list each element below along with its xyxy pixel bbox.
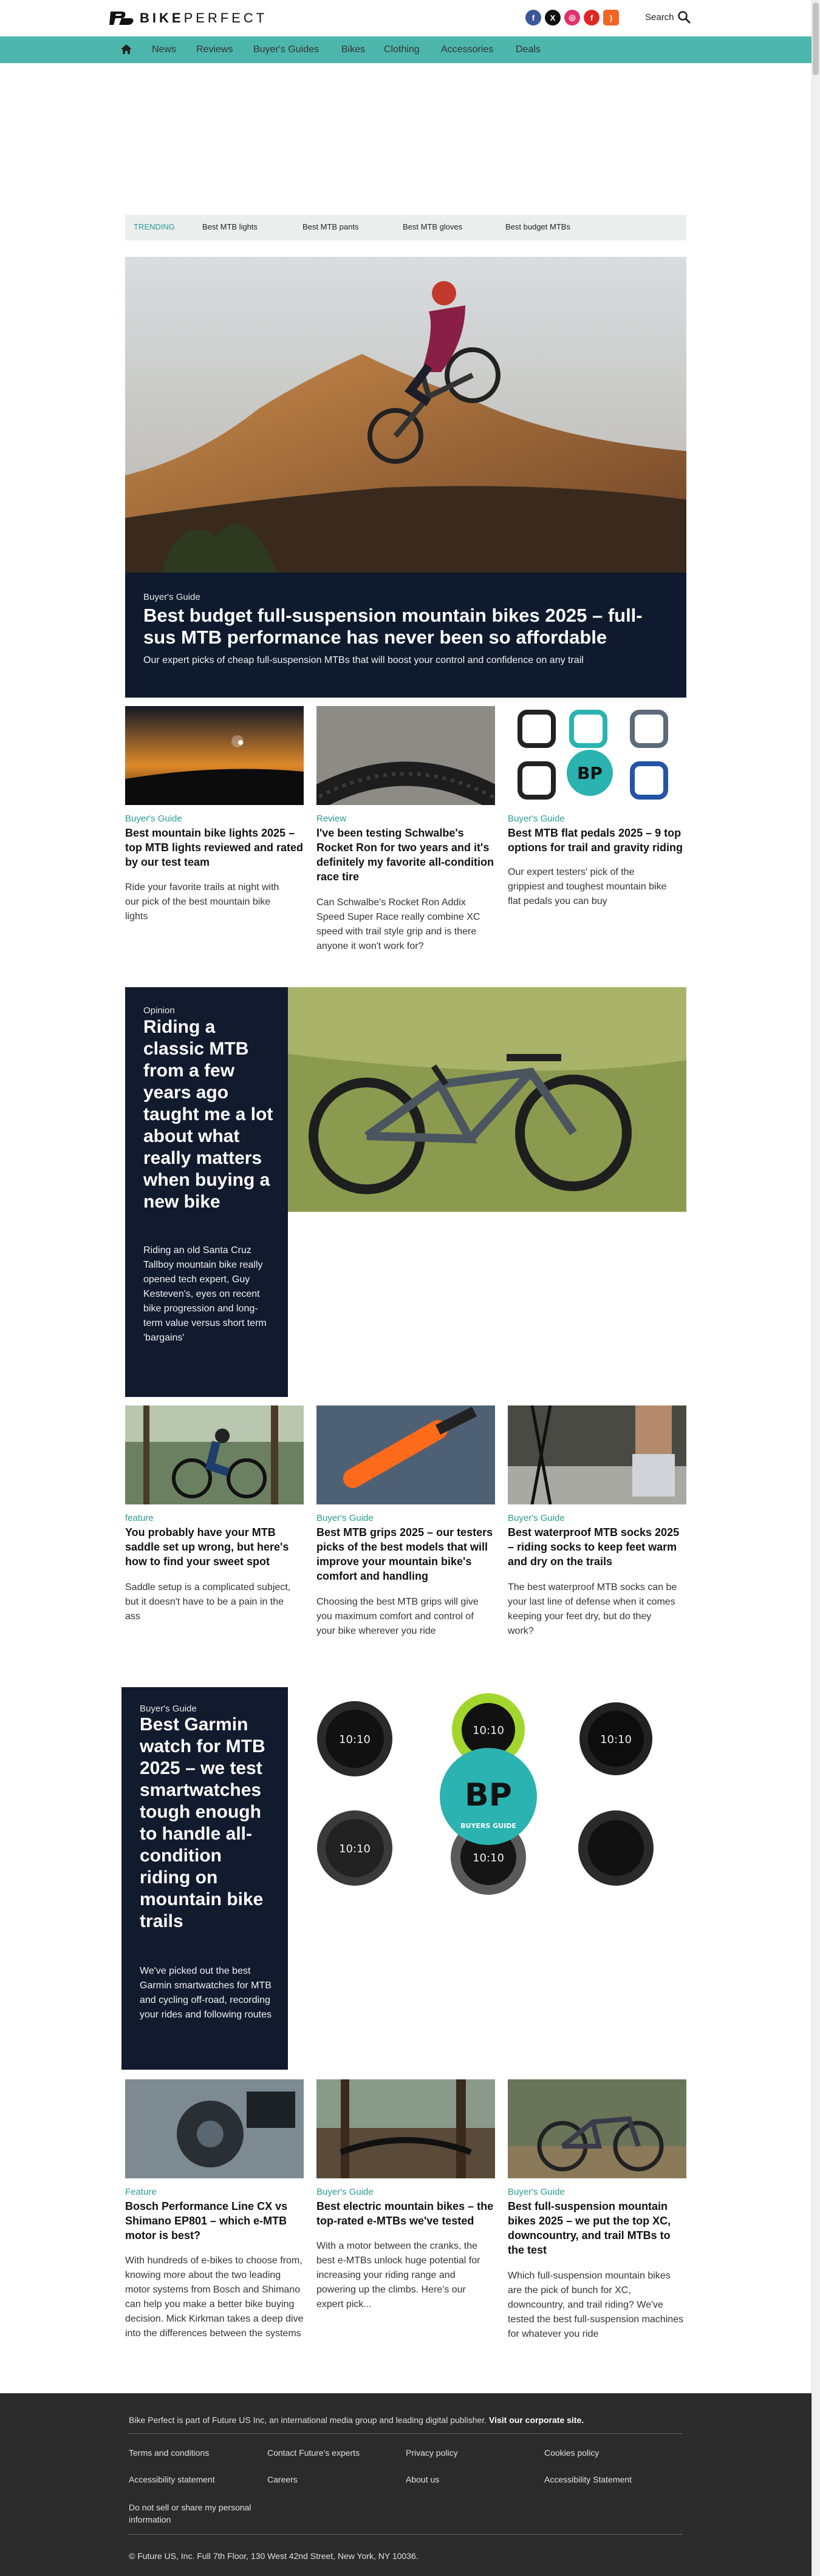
opinion-kicker: Opinion	[143, 1005, 175, 1016]
nav-deals[interactable]: Deals	[516, 44, 541, 55]
search-label[interactable]: Search	[645, 12, 674, 22]
garmin-excerpt: We've picked out the best Garmin smartwatches for MTB and cycling off-road, recording your rides and following routes	[140, 1966, 272, 2020]
nav-news[interactable]: News	[152, 44, 177, 55]
footer	[0, 2393, 811, 2576]
opinion-title[interactable]: Riding a classic MTB from a few years ago taught me a lot about what really matters when buying a new bike	[143, 1017, 273, 1212]
footer-link[interactable]: Do not sell or share my personal information	[129, 2503, 251, 2524]
article-excerpt: Can Schwalbe's Rocket Ron Addix Speed Super Race really combine XC speed with trail style grip and is there anyone it won't work for?	[316, 897, 480, 951]
footer-link[interactable]: Accessibility Statement	[544, 2475, 632, 2484]
scrollbar[interactable]	[811, 0, 820, 2576]
article-excerpt: With hundreds of e-bikes to choose from, knowing more about the two leading motor systems from Bosch and Shimano can help you make a better bike buying decision. Mick Kirkman takes a deep dive into the differences between the systems	[125, 2255, 304, 2339]
rss-icon[interactable]: )	[603, 10, 619, 25]
article-title[interactable]: Best full-suspension mountain bikes 2025 – we put the top XC, downcountry, and trail MTBs to the test	[508, 2200, 671, 2256]
nav-clothing[interactable]: Clothing	[384, 44, 420, 55]
footer-link[interactable]: Terms and conditions	[129, 2448, 210, 2458]
footer-link[interactable]: Careers	[267, 2475, 298, 2484]
corporate-site-link[interactable]: Visit our corporate site.	[489, 2415, 584, 2425]
footer-divider	[129, 2534, 683, 2535]
article-title[interactable]: Best electric mountain bikes – the top-rated e-MTBs we've tested	[316, 2200, 494, 2227]
article-excerpt: With a motor between the cranks, the best e-MTBs unlock huge potential for increasing your riding range and powering up the climbs. Here's our expert pick...	[316, 2241, 480, 2309]
article-kicker: Buyer's Guide	[316, 2187, 374, 2197]
scrollbar-thumb[interactable]	[813, 2, 819, 75]
watch-time: 10:10	[473, 1852, 504, 1864]
nav-accessories[interactable]: Accessories	[441, 44, 494, 55]
article-kicker: Buyer's Guide	[508, 2187, 565, 2197]
footer-link[interactable]: Privacy policy	[406, 2448, 458, 2458]
watch-time: 10:10	[339, 1843, 371, 1855]
article-excerpt: Saddle setup is a complicated subject, but it doesn't have to be a pain in the ass	[125, 1582, 291, 1622]
trending-link[interactable]: Best MTB gloves	[403, 222, 463, 231]
hero-title[interactable]: Best budget full-suspension mountain bikes 2025 – full-sus MTB performance has never been so affordable	[143, 605, 643, 648]
hero-card[interactable]	[125, 257, 686, 698]
article-kicker: Buyer's Guide	[125, 814, 182, 824]
brand-light: PERFECT	[183, 10, 268, 25]
article-title[interactable]: I've been testing Schwalbe's Rocket Ron for two years and it's definitely my favorite all-condition race tire	[316, 827, 494, 883]
article-excerpt: Choosing the best MTB grips will give you maximum comfort and control of your bike wherever you ride	[316, 1597, 479, 1636]
article-kicker: Buyer's Guide	[508, 814, 565, 824]
hero-kicker: Buyer's Guide	[143, 592, 200, 602]
footer-link[interactable]: Contact Future's experts	[267, 2448, 360, 2458]
hero-image	[125, 257, 686, 573]
article-excerpt: Which full-suspension mountain bikes are the pick of bunch for XC, downcountry, and trail riding? We've tested the best full-suspension machines for whatever you ride	[508, 2271, 684, 2339]
article-kicker: Buyer's Guide	[316, 1513, 374, 1523]
trending-link[interactable]: Best MTB lights	[202, 222, 258, 231]
article-title[interactable]: Best waterproof MTB socks 2025 – riding socks to keep feet warm and dry on the trails	[508, 1526, 680, 1568]
article-kicker: Review	[316, 814, 347, 824]
nav-bikes[interactable]: Bikes	[341, 44, 366, 55]
trending-label: TRENDING	[134, 222, 175, 231]
article-title[interactable]: Bosch Performance Line CX vs Shimano EP801 – which e-MTB motor is best?	[125, 2200, 288, 2241]
footer-link[interactable]: Accessibility statement	[129, 2475, 215, 2484]
ad-slot	[0, 63, 811, 215]
article-image-tire[interactable]	[316, 706, 495, 805]
footer-link[interactable]: Cookies policy	[544, 2448, 600, 2458]
watch-time: 10:10	[473, 1724, 504, 1737]
svg-text:BP: BP	[577, 763, 603, 783]
site-logo[interactable]	[108, 8, 267, 28]
flipboard-icon[interactable]: f	[584, 10, 600, 25]
article-image-pedals[interactable]	[508, 706, 686, 805]
article-image-grips[interactable]	[316, 1405, 495, 1504]
x-twitter-icon[interactable]: X	[545, 10, 561, 25]
nav-reviews[interactable]: Reviews	[196, 44, 233, 55]
opinion-excerpt: Riding an old Santa Cruz Tallboy mountain bike really opened tech expert, Guy Kesteven's, eyes on recent bike progression and long-term value versus short term 'bargains'	[143, 1245, 267, 1343]
article-image-full-sus[interactable]	[508, 2079, 686, 2178]
watch-time: 10:10	[339, 1733, 371, 1746]
article-kicker: Feature	[125, 2187, 157, 2197]
article-title[interactable]: Best MTB grips 2025 – our testers picks of the best models that will improve your mountain bike's comfort and handling	[316, 1526, 493, 1582]
article-image-socks[interactable]	[508, 1405, 686, 1504]
search-icon[interactable]	[677, 10, 691, 24]
footer-divider	[129, 2433, 683, 2434]
opinion-image-bike[interactable]	[288, 987, 686, 1212]
article-excerpt: Ride your favorite trails at night with our pick of the best mountain bike lights	[125, 882, 279, 922]
opinion-card[interactable]	[125, 987, 288, 1397]
logo-mark-icon	[108, 10, 135, 26]
garmin-card[interactable]	[121, 1687, 288, 2070]
footer-link[interactable]: About us	[406, 2475, 440, 2484]
garmin-watches-image[interactable]	[288, 1687, 686, 1912]
instagram-icon[interactable]: ◎	[564, 10, 580, 25]
svg-text:BP: BP	[465, 1777, 512, 1813]
article-excerpt: Our expert testers' pick of the grippiest and toughest mountain bike flat pedals you can buy	[508, 867, 667, 906]
article-title[interactable]: Best MTB flat pedals 2025 – 9 top options for trail and gravity riding	[508, 827, 683, 854]
footer-about: Bike Perfect is part of Future US Inc, an international media group and leading digital publisher. Visit our corporate site.	[129, 2415, 584, 2425]
article-title[interactable]: You probably have your MTB saddle set up wrong, but here's how to find your sweet spot	[125, 1526, 289, 1568]
facebook-icon[interactable]: f	[525, 10, 541, 25]
home-icon[interactable]	[120, 44, 132, 55]
article-kicker: feature	[125, 1513, 154, 1523]
watch-time: 10:10	[600, 1733, 632, 1746]
brand-bold: BIKE	[140, 10, 184, 25]
article-image-saddle[interactable]	[125, 1405, 304, 1504]
buyers-guide-badge-text: BUYERS GUIDE	[460, 1822, 516, 1830]
article-kicker: Buyer's Guide	[508, 1513, 565, 1523]
garmin-kicker: Buyer's Guide	[140, 1704, 197, 1714]
trending-link[interactable]: Best budget MTBs	[505, 222, 570, 231]
nav-buyers-guides[interactable]: Buyer's Guides	[253, 44, 319, 55]
trending-link[interactable]: Best MTB pants	[302, 222, 359, 231]
article-title[interactable]: Best mountain bike lights 2025 – top MTB lights reviewed and rated by our test team	[125, 827, 304, 868]
garmin-title[interactable]: Best Garmin watch for MTB 2025 – we test smartwatches tough enough to handle all-condition riding on mountain bike trails	[140, 1715, 265, 1931]
article-image-motor[interactable]	[125, 2079, 304, 2178]
article-image-emtb[interactable]	[316, 2079, 495, 2178]
hero-excerpt: Our expert picks of cheap full-suspension MTBs that will boost your control and confidence on any trail	[143, 655, 584, 665]
footer-copyright: © Future US, Inc. Full 7th Floor, 130 West 42nd Street, New York, NY 10036.	[129, 2551, 419, 2561]
article-image-lights[interactable]	[125, 706, 304, 805]
article-excerpt: The best waterproof MTB socks can be your last line of defense when it comes keeping your feet dry, but do they work?	[508, 1582, 677, 1636]
